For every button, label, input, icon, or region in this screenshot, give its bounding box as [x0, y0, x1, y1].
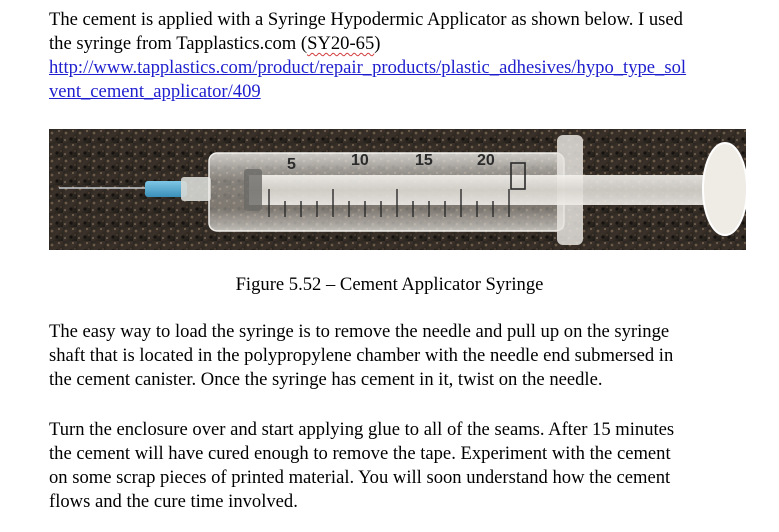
syringe-illustration — [49, 129, 746, 250]
product-link-line-1[interactable]: http://www.tapplastics.com/product/repair_products/plastic_adhesives/hypo_type_sol — [49, 57, 687, 78]
intro-line-2-prefix: the syringe from Tapplastics.com ( — [49, 33, 308, 54]
applying-paragraph — [49, 418, 771, 514]
loading-line-2: shaft that is located in the polypropylene chamber with the needle end submersed in — [49, 345, 674, 366]
applying-line-4: flows and the cure time involved. — [49, 491, 298, 512]
scale-label-20: 20 — [477, 152, 495, 169]
scale-label-10: 10 — [351, 152, 369, 169]
applying-line-3: on some scrap pieces of printed material. You will soon understand how the cement — [49, 467, 671, 488]
loading-paragraph — [49, 320, 771, 392]
loading-line-3: the cement canister. Once the syringe has cement in it, twist on the needle. — [49, 369, 603, 390]
loading-line-1: The easy way to load the syringe is to remove the needle and pull up on the syringe — [49, 321, 670, 342]
figure-caption: Figure 5.52 – Cement Applicator Syringe — [235, 274, 544, 295]
syringe-photo — [49, 129, 746, 250]
intro-line-2 — [49, 32, 771, 56]
product-code: SY20-65 — [307, 33, 375, 54]
scale-label-15: 15 — [415, 152, 433, 169]
applying-line-2: the cement will have cured enough to remove the tape. Experiment with the cement — [49, 443, 671, 464]
intro-line-2-suffix: ) — [374, 33, 381, 54]
intro-line-1: The cement is applied with a Syringe Hypodermic Applicator as shown below. I used — [49, 9, 683, 30]
intro-paragraph — [49, 8, 771, 104]
applying-line-1: Turn the enclosure over and start applying glue to all of the seams. After 15 minutes — [49, 419, 675, 440]
scale-label-5: 5 — [287, 156, 296, 173]
product-link-line-2[interactable]: vent_cement_applicator/409 — [49, 81, 261, 102]
